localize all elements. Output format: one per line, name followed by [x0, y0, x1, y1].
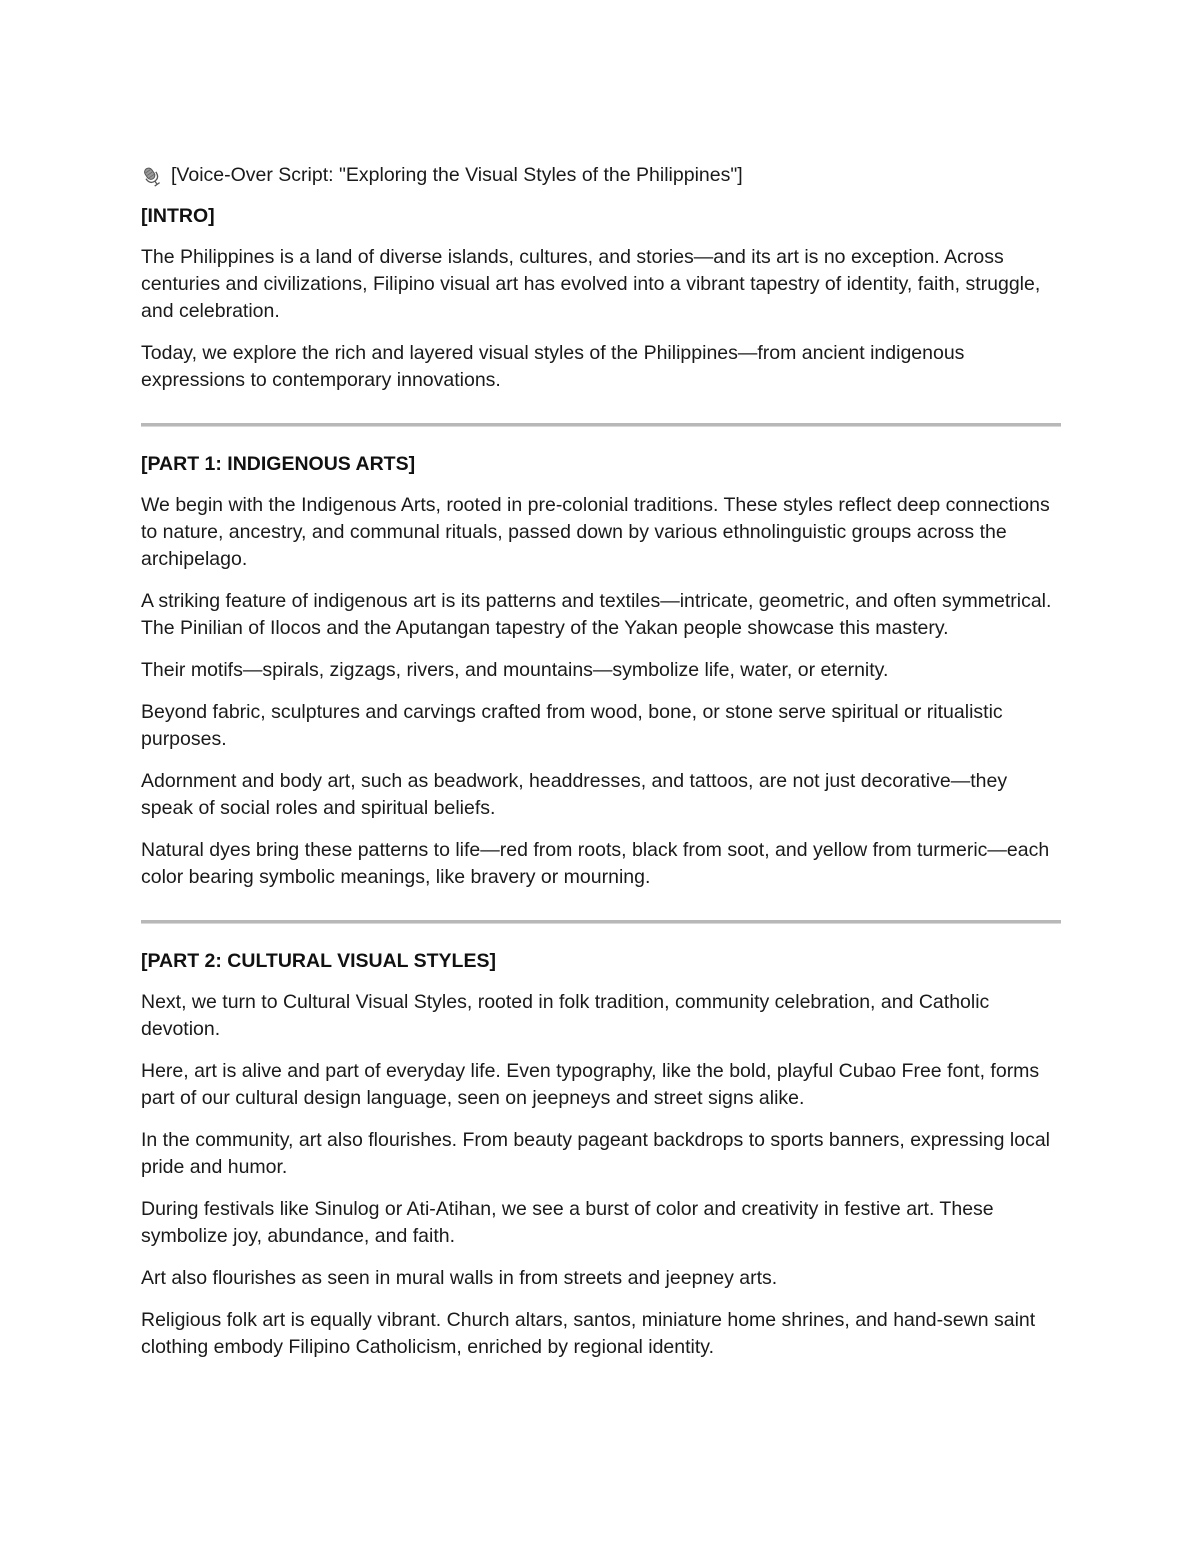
script-title — [141, 162, 1061, 189]
paragraph: Next, we turn to Cultural Visual Styles, rooted in folk tradition, community celebration, and Catholic devotion. — [141, 991, 990, 1040]
paragraph: The Philippines is a land of diverse islands, cultures, and stories—and its art is no exception. Across centuries and civilizations, Filipino visual art has evolved into a vibrant tapestry of identity, faith, struggle, and celebration. — [141, 246, 1041, 322]
section-divider — [141, 423, 1061, 427]
paragraph: Religious folk art is equally vibrant. Church altars, santos, miniature home shrines, and hand-sewn saint clothing embody Filipino Catholicism, enriched by regional identity. — [141, 1309, 1036, 1358]
section-indigenous-arts — [141, 451, 1061, 891]
paragraph: Beyond fabric, sculptures and carvings crafted from wood, bone, or stone serve spiritual or ritualistic purposes. — [141, 701, 1003, 750]
paragraph: Today, we explore the rich and layered visual styles of the Philippines—from ancient indigenous expressions to contemporary innovations. — [141, 342, 965, 391]
script-title-text: [Voice-Over Script: "Exploring the Visual Styles of the Philippines"] — [171, 164, 743, 186]
paragraph: Natural dyes bring these patterns to life—red from roots, black from soot, and yellow from turmeric—each color bearing symbolic meanings, like bravery or mourning. — [141, 839, 1050, 888]
section-heading-intro: [INTRO] — [141, 205, 215, 227]
paragraph: Here, art is alive and part of everyday life. Even typography, like the bold, playful Cubao Free font, forms part of our cultural design language, seen on jeepneys and street signs alike. — [141, 1060, 1040, 1109]
section-intro — [141, 203, 1061, 394]
paragraph: We begin with the Indigenous Arts, rooted in pre-colonial traditions. These styles reflect deep connections to nature, ancestry, and communal rituals, passed down by various ethnolinguistic groups across the archipelago. — [141, 494, 1050, 570]
microphone-icon — [141, 165, 163, 189]
section-cultural-visual-styles — [141, 948, 1061, 1361]
paragraph: A striking feature of indigenous art is its patterns and textiles—intricate, geometric, and often symmetrical. The Pinilian of Ilocos and the Aputangan tapestry of the Yakan people showcase this mastery. — [141, 590, 1052, 639]
section-heading-part-1: [PART 1: INDIGENOUS ARTS] — [141, 453, 416, 475]
paragraph: Art also flourishes as seen in mural walls in from streets and jeepney arts. — [141, 1267, 778, 1289]
paragraph: During festivals like Sinulog or Ati-Atihan, we see a burst of color and creativity in festive art. These symbolize joy, abundance, and faith. — [141, 1198, 994, 1247]
section-heading-part-2: [PART 2: CULTURAL VISUAL STYLES] — [141, 950, 496, 972]
paragraph: Their motifs—spirals, zigzags, rivers, and mountains—symbolize life, water, or eternity. — [141, 659, 889, 681]
paragraph: In the community, art also flourishes. From beauty pageant backdrops to sports banners, expressing local pride and humor. — [141, 1129, 1051, 1178]
paragraph: Adornment and body art, such as beadwork, headdresses, and tattoos, are not just decorative—they speak of social roles and spiritual beliefs. — [141, 770, 1008, 819]
section-divider — [141, 920, 1061, 924]
document-page — [141, 162, 1061, 1376]
